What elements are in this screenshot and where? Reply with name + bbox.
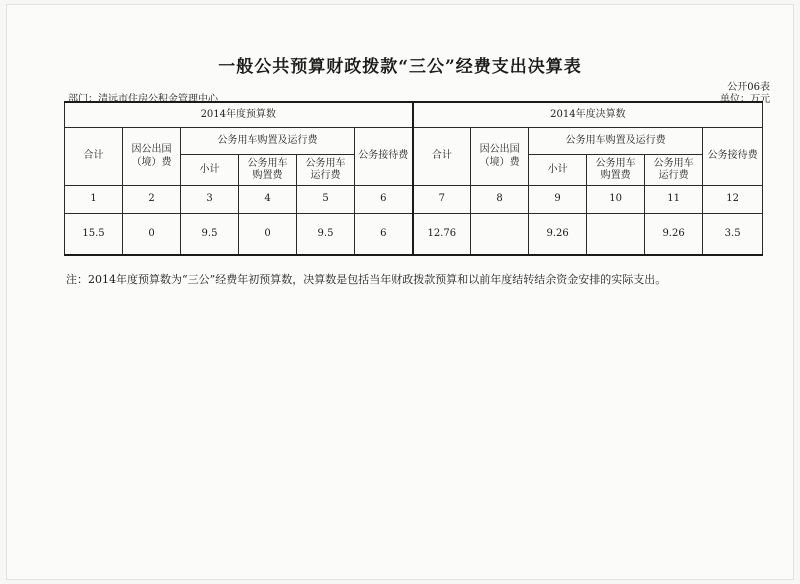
table-cell: 3.5 <box>703 214 763 256</box>
budget-header: 2014年度预算数 <box>65 102 413 128</box>
table-row <box>65 214 763 256</box>
header-line: （境）费 <box>131 156 172 168</box>
final-total-header: 合计 <box>413 128 471 186</box>
header-line: 公务用车 <box>595 157 636 169</box>
header-line: 公务用车 <box>305 157 346 169</box>
table-cell: 6 <box>355 214 413 256</box>
form-code: 公开06表 <box>727 82 770 93</box>
header-line: 运行费 <box>658 170 689 181</box>
footnote: 注：2014年度预算数为“三公”经费年初预算数，决算数是包括当年财政拨款预算和以前年度结转结余资金安排的实际支出。 <box>66 273 667 286</box>
expenditure-table <box>64 101 763 256</box>
table-cell: 9.26 <box>645 214 703 256</box>
header-line: （境）费 <box>479 156 520 168</box>
final-header: 2014年度决算数 <box>413 102 763 128</box>
column-number: 5 <box>297 186 355 214</box>
final-vehicle-purchase-header <box>587 155 645 186</box>
header-line: 购置费 <box>252 170 283 181</box>
budget-abroad-header <box>123 128 181 186</box>
header-line: 购置费 <box>600 170 631 181</box>
column-number: 10 <box>587 186 645 214</box>
table-header-row <box>65 102 763 128</box>
budget-vehicle-operation-header <box>297 155 355 186</box>
budget-vehicle-group-header: 公务用车购置及运行费 <box>181 128 355 155</box>
department-label: 部门：清远市住房公积金管理中心 <box>68 94 218 105</box>
column-number: 9 <box>529 186 587 214</box>
table-cell: 12.76 <box>413 214 471 256</box>
table-cell: 15.5 <box>65 214 123 256</box>
budget-reception-header: 公务接待费 <box>355 128 413 186</box>
table-cell: 0 <box>123 214 181 256</box>
column-number: 12 <box>703 186 763 214</box>
header-line: 因公出国 <box>479 144 520 155</box>
column-number: 4 <box>239 186 297 214</box>
table-cell <box>471 214 529 256</box>
table-cell: 9.5 <box>181 214 239 256</box>
column-number: 8 <box>471 186 529 214</box>
column-number: 2 <box>123 186 181 214</box>
header-line: 公务用车 <box>653 157 694 169</box>
final-subtotal-header: 小计 <box>529 155 587 186</box>
final-abroad-header <box>471 128 529 186</box>
column-number: 3 <box>181 186 239 214</box>
table-cell: 9.26 <box>529 214 587 256</box>
table-cell: 9.5 <box>297 214 355 256</box>
column-number: 6 <box>355 186 413 214</box>
column-number-row <box>65 186 763 214</box>
unit-label: 单位：万元 <box>720 94 770 105</box>
budget-subtotal-header: 小计 <box>181 155 239 186</box>
header-line: 公务用车 <box>247 157 288 169</box>
column-number: 7 <box>413 186 471 214</box>
column-number: 11 <box>645 186 703 214</box>
budget-vehicle-purchase-header <box>239 155 297 186</box>
header-line: 因公出国 <box>131 144 172 155</box>
final-reception-header: 公务接待费 <box>703 128 763 186</box>
final-vehicle-group-header: 公务用车购置及运行费 <box>529 128 703 155</box>
header-line: 运行费 <box>310 170 341 181</box>
table-cell: 0 <box>239 214 297 256</box>
table-header-row <box>65 128 763 155</box>
page-title: 一般公共预算财政拨款“三公”经费支出决算表 <box>218 57 582 77</box>
column-number: 1 <box>65 186 123 214</box>
table-cell <box>587 214 645 256</box>
budget-total-header: 合计 <box>65 128 123 186</box>
final-vehicle-operation-header <box>645 155 703 186</box>
